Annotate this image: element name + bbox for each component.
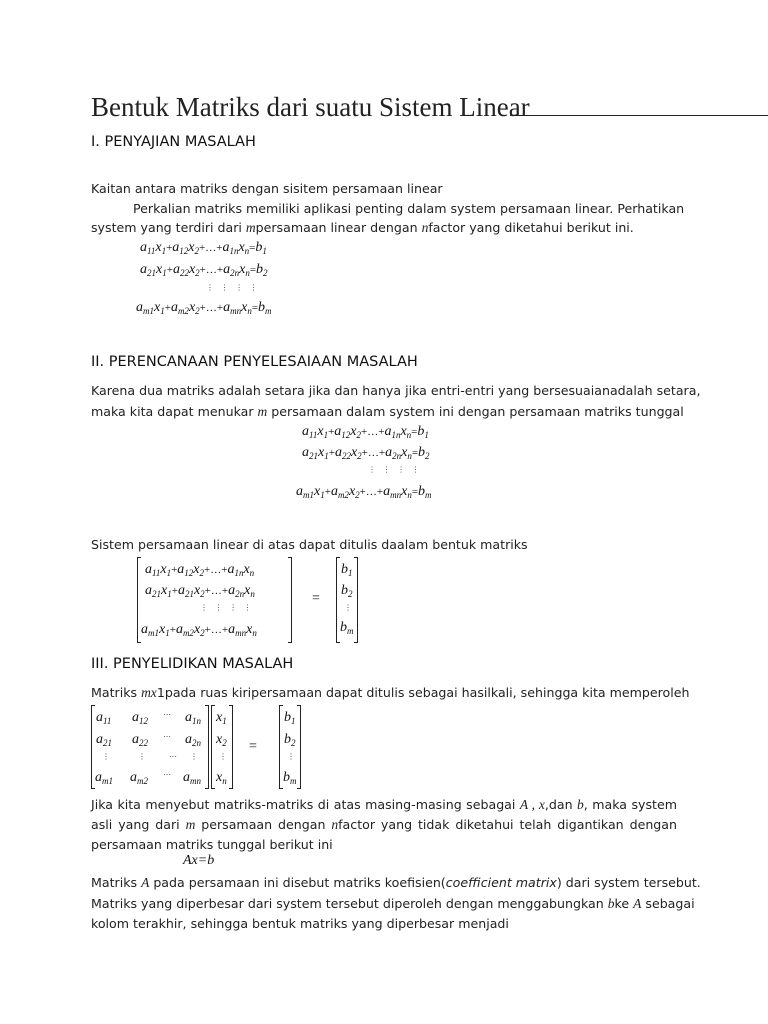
- matrix-row-1: $a_{11}x_1+a_{12}x_2+\dots+a_{1n}x_n$: [145, 562, 255, 578]
- equation-row-m: $a_{m1}x_1+a_{m2}x_2+\dots+a_{mn}x_n=b_m$: [296, 484, 432, 500]
- matrix-A-cell: $a_{1n}$: [185, 710, 201, 726]
- paragraph-line: Jika kita menyebut matriks-matriks di atas masing-masing sebagai A , x,dan b, maka system: [91, 797, 677, 812]
- vertical-dots: ⋮ ⋮ ⋮ ⋮: [368, 465, 422, 474]
- vertical-dots: ⋮: [190, 752, 200, 761]
- equation-row-2: $a_{21}x_1+a_{22}x_2+\dots+a_{2n}x_n=b_2$: [302, 445, 430, 461]
- vector-b-2: $b_2$: [284, 732, 296, 748]
- right-bracket: [297, 705, 301, 789]
- vertical-dots: ⋮: [287, 752, 297, 761]
- paragraph-line: maka kita dapat menukar m persamaan dalam system ini dengan persamaan matriks tunggal: [91, 404, 684, 419]
- vertical-dots: ⋮: [102, 752, 112, 761]
- vertical-dots: ⋮: [219, 752, 229, 761]
- section-heading-2: II. PERENCANAAN PENYELESAIAAN MASALAH: [91, 354, 418, 370]
- equals-sign: =: [312, 591, 320, 606]
- right-bracket: [354, 557, 358, 643]
- vector-b-2: $b_2$: [341, 583, 353, 599]
- paragraph-line: system yang terdiri dari mpersamaan linear dengan nfactor yang diketahui berikut ini.: [91, 220, 634, 235]
- horizontal-dots: ⋯: [163, 732, 173, 741]
- paragraph-line: persamaan matriks tunggal berikut ini: [91, 837, 333, 852]
- vertical-dots: ⋮ ⋮ ⋮ ⋮: [206, 283, 260, 292]
- paragraph-line: Matriks A pada persamaan ini disebut matriks koefisien(coefficient matrix) dari system tersebut.: [91, 875, 701, 890]
- matrix-row-m: $a_{m1}x_1+a_{m2}x_2+\dots+a_{mn}x_n$: [141, 622, 257, 638]
- equation-row-1: $a_{11}x_1+a_{12}x_2+\dots+a_{1n}x_n=b_1$: [140, 240, 267, 256]
- paragraph-line: asli yang dari m persamaan dengan nfactor yang tidak diketahui telah digantikan dengan: [91, 817, 678, 832]
- paragraph-line: Karena dua matriks adalah setara jika dan hanya jika entri-entri yang bersesuaianadalah setara,: [91, 383, 701, 398]
- section-heading-1: I. PENYAJIAN MASALAH: [91, 134, 256, 150]
- vector-x-n: $x_n$: [216, 770, 227, 786]
- horizontal-dots: ⋯: [163, 710, 173, 719]
- equation-ax-b: Ax=b: [183, 853, 215, 868]
- vector-b-1: $b_1$: [341, 562, 353, 578]
- matrix-A-cell: $a_{12}$: [132, 710, 148, 726]
- equation-row-m: $a_{m1}x_1+a_{m2}x_2+\dots+a_{mn}x_n=b_m$: [136, 300, 272, 316]
- paragraph-line: Matriks yang diperbesar dari system tersebut diperoleh dengan menggabungkan bke A sebagai: [91, 896, 695, 911]
- vertical-dots: ⋮: [344, 603, 354, 612]
- paragraph-line: Perkalian matriks memiliki aplikasi penting dalam system persamaan linear. Perhatikan: [133, 201, 685, 216]
- vector-x-2: $x_2$: [216, 732, 227, 748]
- equals-sign: =: [249, 739, 257, 754]
- paragraph-line: Sistem persamaan linear di atas dapat ditulis daalam bentuk matriks: [91, 537, 528, 552]
- page-title: Bentuk Matriks dari suatu Sistem Linear: [91, 92, 530, 122]
- vector-x-1: $x_1$: [216, 710, 227, 726]
- vector-b-1: $b_1$: [284, 710, 296, 726]
- matrix-A-row-m: $a_{m1}$: [95, 770, 113, 786]
- right-bracket: [288, 557, 292, 643]
- matrix-row-2: $a_{21}x_1+a_{21}x_2+\dots+a_{2n}x_n$: [145, 583, 255, 599]
- horizontal-dots: ⋯: [163, 770, 173, 779]
- paragraph-line: Kaitan antara matriks dengan sisitem persamaan linear: [91, 181, 443, 196]
- vertical-dots: ⋮: [138, 752, 148, 761]
- matrix-A-cell: $a_{22}$: [132, 732, 148, 748]
- matrix-A-cell: $a_{mn}$: [183, 770, 201, 786]
- diagonal-dots: ⋯: [169, 752, 179, 761]
- matrix-A-row-1: $a_{11}$: [96, 710, 112, 726]
- vertical-dots: ⋮ ⋮ ⋮ ⋮: [200, 603, 254, 612]
- matrix-A-cell: $a_{2n}$: [185, 732, 201, 748]
- equation-row-2: $a_{21}x_1+a_{22}x_2+\dots+a_{2n}x_n=b_2$: [140, 262, 268, 278]
- vector-b-m: $b_m$: [340, 620, 354, 636]
- paragraph-line: kolom terakhir, sehingga bentuk matriks yang diperbesar menjadi: [91, 916, 509, 931]
- matrix-A-row-2: $a_{21}$: [96, 732, 112, 748]
- title-underline: [510, 115, 768, 116]
- paragraph-line: Matriks mx1pada ruas kiripersamaan dapat ditulis sebagai hasilkali, sehingga kita memperoleh: [91, 685, 690, 700]
- section-heading-3: III. PENYELIDIKAN MASALAH: [91, 656, 294, 672]
- matrix-A-cell: $a_{m2}$: [130, 770, 148, 786]
- equation-row-1: $a_{11}x_1+a_{12}x_2+\dots+a_{1n}x_n=b_1$: [302, 424, 429, 440]
- right-bracket: [205, 705, 209, 789]
- right-bracket: [229, 705, 233, 789]
- vector-b-m: $b_m$: [283, 770, 297, 786]
- left-bracket: [211, 705, 215, 789]
